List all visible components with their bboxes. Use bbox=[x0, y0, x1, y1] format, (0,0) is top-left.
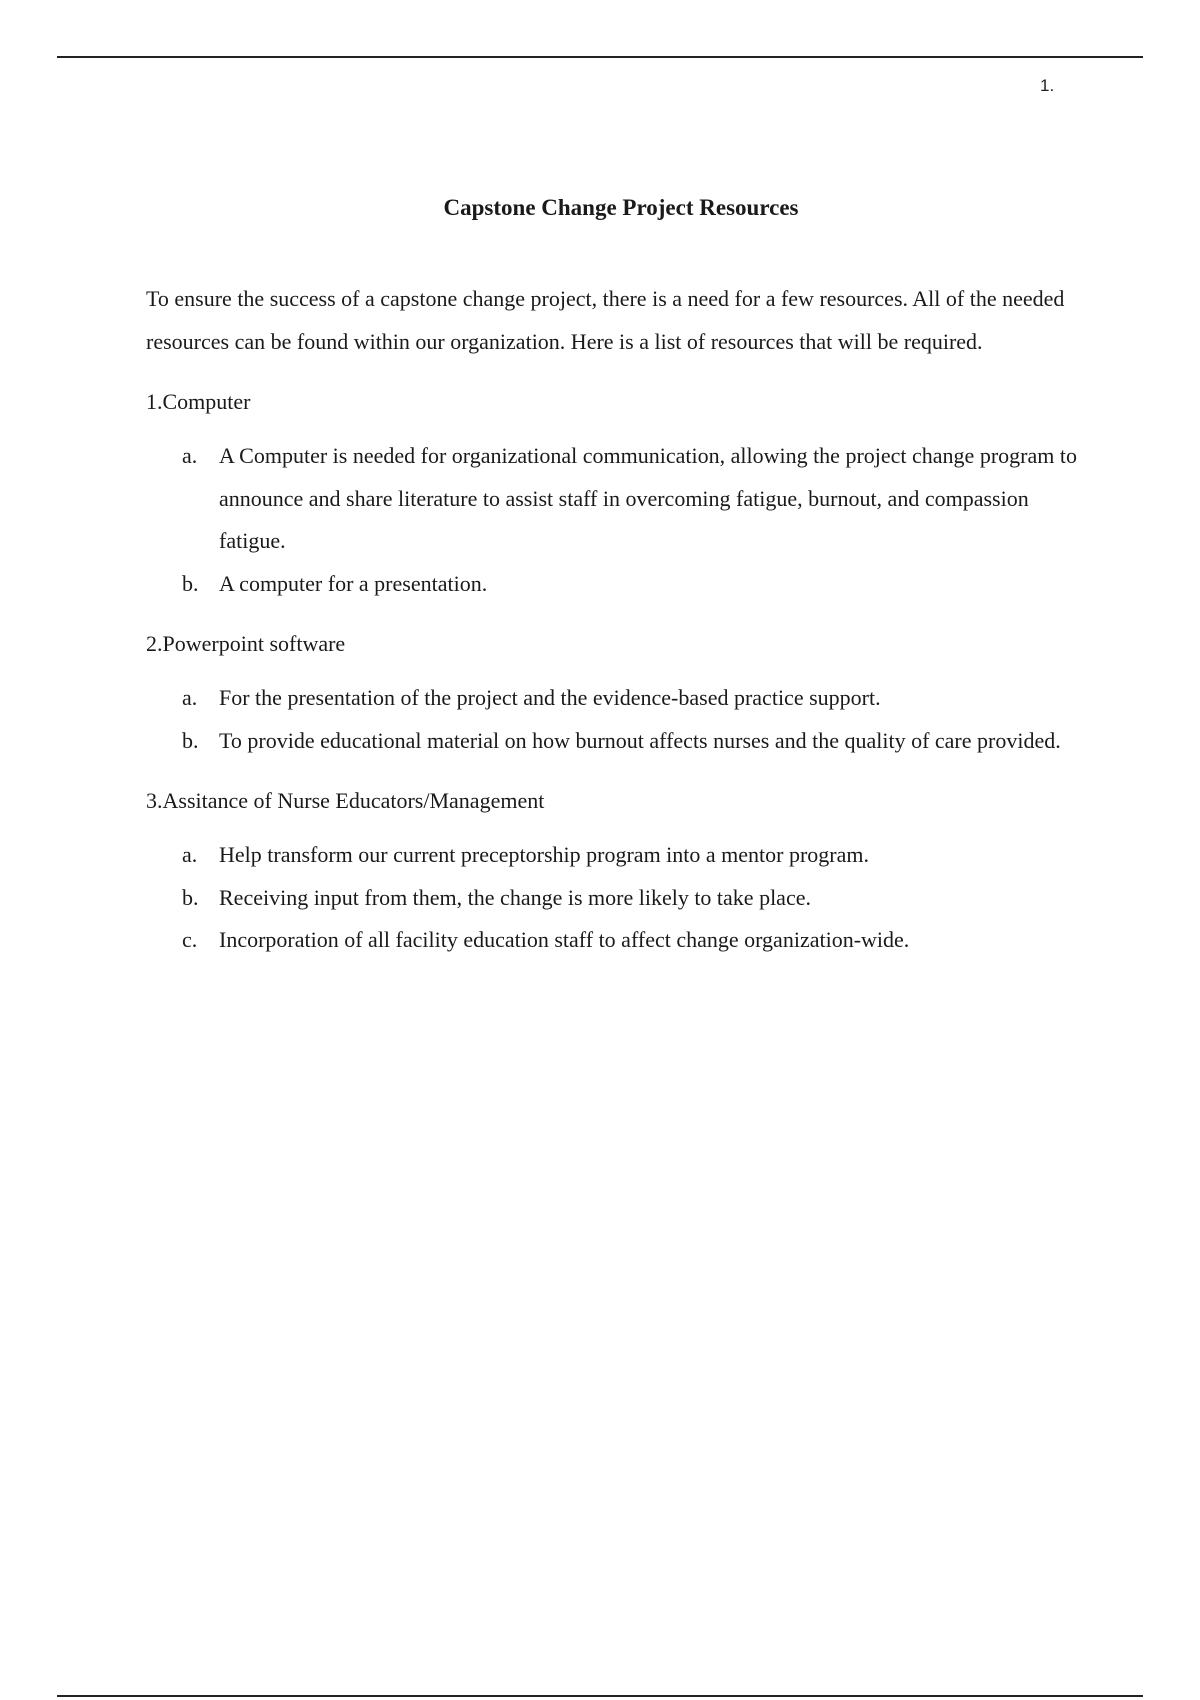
list-item bbox=[146, 563, 1096, 606]
item-letter: b. bbox=[182, 570, 199, 596]
list-item bbox=[146, 834, 1096, 877]
list-item bbox=[146, 877, 1096, 920]
list-item bbox=[146, 919, 1096, 962]
item-text: For the presentation of the project and the evidence-based practice support. bbox=[219, 685, 881, 710]
intro-paragraph: To ensure the success of a capstone change project, there is a need for a few resources. All of the needed resources can be found within our organization. Here is a list of resources that will be required. bbox=[146, 286, 1065, 354]
page-number: 1. bbox=[1040, 76, 1055, 95]
item-list bbox=[146, 677, 1096, 762]
section-heading: 1.Computer bbox=[146, 389, 251, 414]
item-letter: a. bbox=[182, 685, 198, 710]
item-text: Help transform our current preceptorship program into a mentor program. bbox=[219, 842, 870, 867]
item-letter: c. bbox=[182, 927, 198, 952]
list-item bbox=[146, 435, 1096, 563]
section-computer bbox=[146, 381, 1096, 605]
item-letter: a. bbox=[182, 842, 198, 867]
item-text: Receiving input from them, the change is more likely to take place. bbox=[219, 884, 811, 910]
document-body bbox=[146, 188, 1096, 980]
item-text: A computer for a presentation. bbox=[219, 570, 488, 596]
header-rule bbox=[57, 56, 1143, 58]
document-title: Capstone Change Project Resources bbox=[443, 195, 799, 220]
footer-rule bbox=[57, 1695, 1143, 1697]
section-powerpoint bbox=[146, 623, 1096, 762]
section-heading: 3.Assitance of Nurse Educators/Management bbox=[146, 788, 545, 813]
section-heading: 2.Powerpoint software bbox=[146, 631, 346, 656]
list-item bbox=[146, 677, 1096, 720]
item-letter: b. bbox=[182, 727, 199, 753]
item-text: Incorporation of all facility education staff to affect change organization-wide. bbox=[219, 927, 910, 952]
item-list bbox=[146, 435, 1096, 605]
item-text: To provide educational material on how burnout affects nurses and the quality of care provided. bbox=[219, 727, 1061, 753]
list-item bbox=[146, 720, 1096, 763]
item-letter: b. bbox=[182, 884, 199, 910]
item-letter: a. bbox=[182, 443, 198, 468]
section-nurse-educators bbox=[146, 780, 1096, 962]
item-list bbox=[146, 834, 1096, 962]
item-text: A Computer is needed for organizational communication, allowing the project change program to announce and share literature to assist staff in overcoming fatigue, burnout, and compassion fatigue. bbox=[219, 443, 1077, 553]
